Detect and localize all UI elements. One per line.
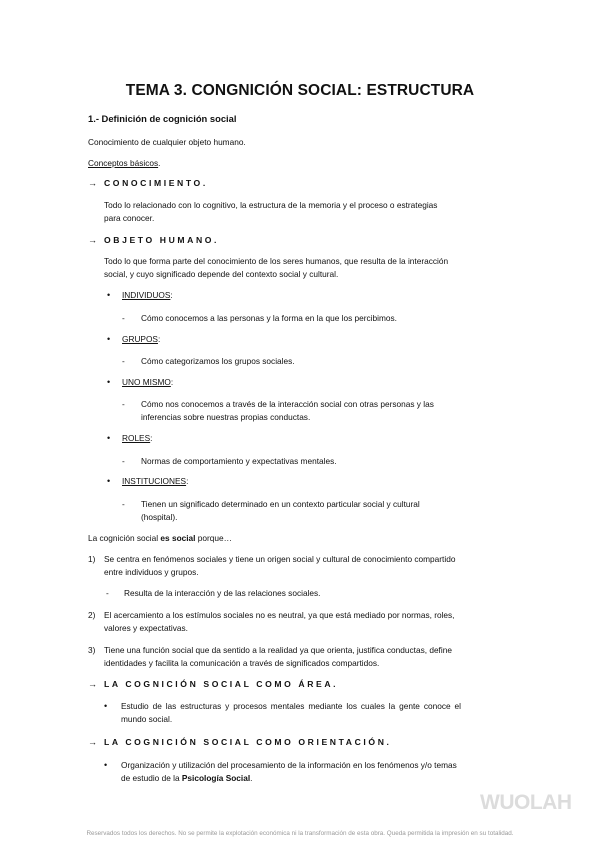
watermark-logo: WUOLAH [480, 791, 572, 814]
es-social-intro [88, 532, 232, 545]
bullet-icon: • [104, 701, 108, 711]
dash-icon: - [122, 313, 125, 323]
concepts-label [88, 157, 160, 170]
arrow-icon: → [88, 737, 97, 747]
orientacion-heading: LA COGNICIÓN SOCIAL COMO ORIENTACIÓN. [104, 737, 392, 747]
item-label: UNO MISMO: [122, 377, 174, 387]
point-number: 2) [88, 610, 96, 620]
item-label-text: GRUPOS [122, 334, 158, 344]
item-label: GRUPOS: [122, 334, 161, 344]
arrow-icon: → [88, 235, 97, 245]
objeto-humano-line: Todo lo que forma parte del conocimiento de los seres humanos, que resulta de la interacción [104, 256, 449, 266]
bullet-icon: • [107, 377, 111, 387]
arrow-icon: → [88, 679, 97, 689]
point-text: Tiene una función social que da sentido a la realidad ya que orienta, justifica conductas, define [104, 645, 452, 655]
bullet-icon: • [107, 476, 111, 486]
dash-icon: - [122, 499, 125, 509]
item-description: Cómo conocemos a las personas y la forma en la que los percibimos. [141, 313, 397, 323]
item-label-text: INDIVIDUOS [122, 290, 171, 300]
bullet-icon: • [107, 290, 111, 300]
objeto-humano-line: social, y cuyo significado depende del contexto social y cultural. [104, 269, 339, 279]
item-description: (hospital). [141, 512, 178, 522]
area-heading: LA COGNICIÓN SOCIAL COMO ÁREA. [104, 679, 339, 689]
page-title: TEMA 3. CONGNICIÓN SOCIAL: ESTRUCTURA [125, 82, 475, 99]
es-social-intro-bold: es social [160, 533, 196, 543]
conocimiento-heading: CONOCIMIENTO. [104, 178, 208, 188]
dash-icon: - [122, 456, 125, 466]
point-number: 3) [88, 645, 96, 655]
conocimiento-line: Todo lo relacionado con lo cognitivo, la estructura de la memoria y el proceso o estrategias [104, 200, 438, 210]
footer-notice: Reservados todos los derechos. No se permite la explotación económica ni la transformación de esta obra. Queda permitida la impresión en su totalidad. [86, 830, 514, 837]
definition-text: Conocimiento de cualquier objeto humano. [88, 137, 246, 147]
item-description: Cómo categorizamos los grupos sociales. [141, 356, 295, 366]
arrow-icon: → [88, 178, 97, 188]
point-text: El acercamiento a los estímulos sociales no es neutral, ya que está mediado por normas, roles, [104, 610, 455, 620]
conocimiento-line: para conocer. [104, 213, 155, 223]
item-label: INSTITUCIONES: [122, 476, 189, 486]
point-text: valores y expectativas. [104, 623, 188, 633]
section-heading: 1.- Definición de cognición social [88, 113, 237, 124]
orientacion-line2-bold: Psicología Social [181, 773, 251, 783]
item-label-text: INSTITUCIONES [122, 476, 187, 486]
dash-icon: - [122, 399, 125, 409]
item-label-text: UNO MISMO [122, 377, 171, 387]
orientacion-line: Organización y utilización del procesamiento de la información en los fenómenos y/o temas [121, 760, 457, 770]
point-subtext: Resulta de la interacción y de las relaciones sociales. [124, 588, 321, 598]
item-label: INDIVIDUOS: [122, 290, 173, 300]
item-description: Cómo nos conocemos a través de la interacción social con otras personas y las [141, 399, 434, 409]
concepts-label-text: Conceptos básicos [88, 158, 159, 168]
point-text: Se centra en fenómenos sociales y tiene un origen social y cultural de conocimiento compartido [104, 554, 456, 564]
item-description: inferencias sobre nuestras propias conductas. [141, 412, 311, 422]
es-social-intro-after: porque… [195, 533, 232, 543]
item-label: ROLES: [122, 433, 153, 443]
area-line: Estudio de las estructuras y procesos mentales mediante los cuales la gente conoce el [121, 701, 461, 711]
point-text: identidades y facilita la comunicación a través de significados compartidos. [104, 658, 380, 668]
area-line: mundo social. [121, 714, 173, 724]
bullet-icon: • [104, 760, 108, 770]
objeto-humano-heading: OBJETO HUMANO. [104, 235, 220, 245]
orientacion-line [121, 772, 252, 785]
dash-icon: - [106, 588, 109, 598]
point-text: entre individuos y grupos. [104, 567, 199, 577]
concepts-label-tail: . [158, 158, 161, 168]
orientacion-line2-before: de estudio de la [121, 773, 182, 783]
point-number: 1) [88, 554, 96, 564]
bullet-icon: • [107, 433, 111, 443]
item-description: Tienen un significado determinado en un contexto particular social y cultural [141, 499, 420, 509]
item-label-text: ROLES [122, 433, 151, 443]
item-description: Normas de comportamiento y expectativas mentales. [141, 456, 337, 466]
es-social-intro-before: La cognición social [88, 533, 161, 543]
bullet-icon: • [107, 334, 111, 344]
dash-icon: - [122, 356, 125, 366]
orientacion-line2-after: . [250, 773, 253, 783]
